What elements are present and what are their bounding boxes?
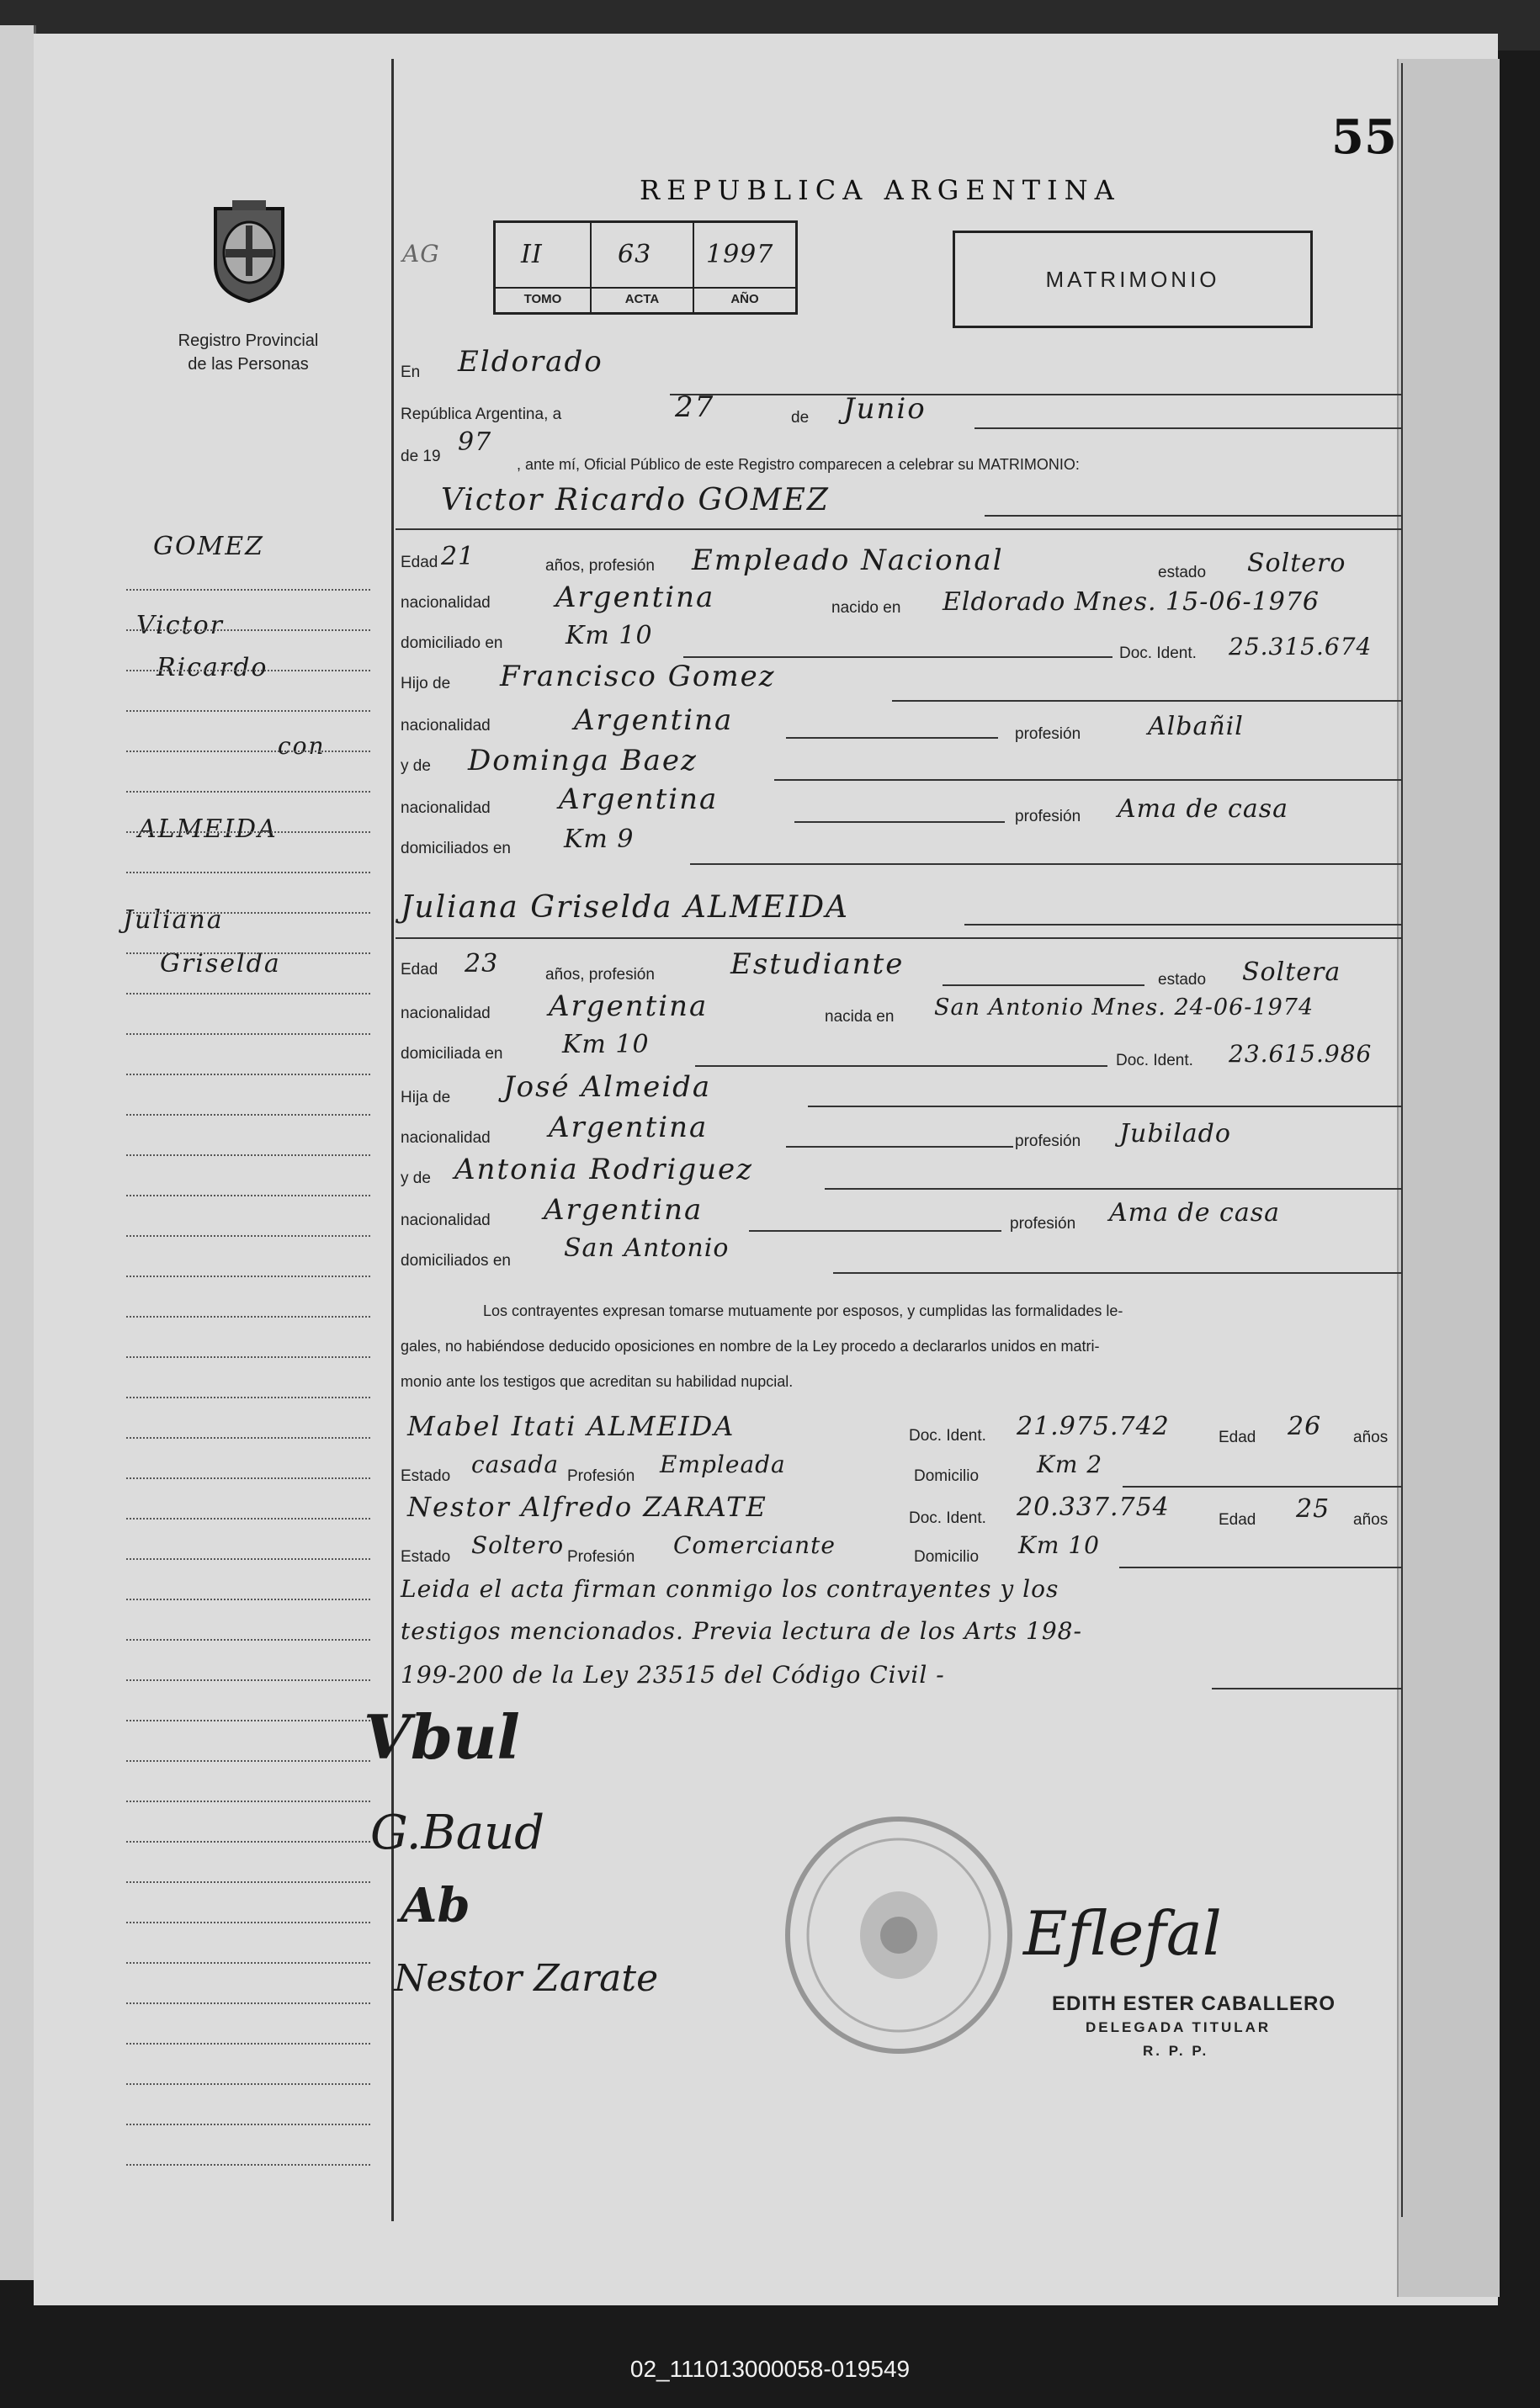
witness2-doc-label: Doc. Ident. — [909, 1509, 986, 1527]
rule — [786, 737, 998, 739]
groom-madre: Dominga Baez — [468, 744, 698, 777]
margin-dotted-line — [126, 1881, 370, 1883]
margin-given-2a: Juliana — [123, 905, 224, 935]
groom-estado-label: estado — [1158, 564, 1207, 581]
witness1-estado: casada — [471, 1451, 560, 1478]
groom-madre-prof-label: profesión — [1015, 808, 1081, 825]
margin-dotted-line — [126, 670, 370, 671]
signature-4-text: Nestor Zarate — [394, 1957, 659, 2000]
margin-dotted-line — [126, 589, 370, 591]
bride-profesion-label: años, profesión — [545, 966, 655, 984]
margin-dotted-line — [126, 2124, 370, 2125]
official-stamp-icon — [773, 1809, 1025, 2061]
groom-padre-prof-label: profesión — [1015, 725, 1081, 743]
margin-dotted-line — [126, 2043, 370, 2045]
margin-given-2b: Griselda — [160, 949, 281, 979]
bride-edad: 23 — [465, 949, 499, 979]
bride-domiciliada-label: domiciliada en — [401, 1045, 503, 1063]
rule — [825, 1188, 1402, 1190]
acta-label: ACTA — [624, 292, 660, 306]
signature-4 — [394, 1957, 658, 2000]
ano-label: AÑO — [730, 292, 759, 306]
bride-doc-label: Doc. Ident. — [1116, 1052, 1193, 1069]
officer-org: R. P. P. — [1143, 2043, 1209, 2059]
witness2-name: Nestor Alfredo ZARATE — [407, 1491, 767, 1523]
declaration-line-3: monio ante los testigos que acreditan su habilidad nupcial. — [401, 1373, 794, 1390]
margin-dotted-line — [126, 751, 370, 752]
witness2-doc: 20.337.754 — [1017, 1493, 1170, 1522]
witness1-doc-label: Doc. Ident. — [909, 1427, 986, 1445]
bride-padre-profesion: Jubilado — [1119, 1119, 1231, 1148]
witness1-prof-label: Profesión — [567, 1467, 635, 1485]
groom-edad: 21 — [441, 542, 475, 571]
margin-dotted-line — [126, 1154, 370, 1156]
groom-estado: Soltero — [1247, 549, 1346, 578]
acta-number-box — [493, 220, 798, 315]
year-value: 97 — [458, 427, 492, 457]
rule — [892, 700, 1402, 702]
margin-dotted-line — [126, 2164, 370, 2166]
witness2-domicilio: Km 10 — [1018, 1531, 1100, 1559]
page-number: 55 — [1331, 109, 1397, 165]
rule — [786, 1146, 1013, 1148]
groom-padre-nac-label: nacionalidad — [401, 717, 491, 735]
groom-madre-profesion: Ama de casa — [1118, 794, 1288, 824]
margin-rule — [391, 59, 394, 2221]
rule — [1123, 1486, 1402, 1488]
prefix-mark: AG — [402, 240, 440, 268]
tomo-label: TOMO — [523, 292, 562, 306]
signature-1-text: Vbul — [364, 1701, 520, 1773]
bride-nacida: San Antonio Mnes. 24-06-1974 — [934, 994, 1314, 1021]
year-prefix: de 19 — [401, 448, 441, 465]
groom-padres-domicilio: Km 9 — [564, 825, 635, 854]
groom-madre-nacionalidad: Argentina — [559, 782, 719, 816]
registry-line-2: de las Personas — [188, 355, 309, 374]
groom-nacido-label: nacido en — [831, 599, 901, 617]
margin-dotted-line — [126, 2002, 370, 2004]
country-title: REPUBLICA ARGENTINA — [640, 174, 1121, 206]
signature-3 — [401, 1878, 470, 1933]
intro-text: , ante mí, Oficial Público de este Registro comparecen a celebrar su MATRIMONIO: — [517, 456, 1080, 473]
groom-nacionalidad-label: nacionalidad — [401, 594, 491, 612]
margin-given-1a: Victor — [136, 611, 224, 640]
bride-domicilio: Km 10 — [562, 1030, 650, 1059]
margin-surname-2: ALMEIDA — [138, 814, 278, 844]
witness2-profesion: Comerciante — [673, 1531, 836, 1559]
witness2-estado: Soltero — [471, 1531, 565, 1559]
margin-dotted-line — [126, 1114, 370, 1116]
bride-madre-nacionalidad: Argentina — [544, 1193, 704, 1227]
bride-domiciliados-label: domiciliados en — [401, 1252, 511, 1270]
record-type-box — [953, 231, 1313, 328]
declaration-line-1: Los contrayentes expresan tomarse mutuamente por esposos, y cumplidas las formalidades le- — [483, 1302, 1123, 1319]
bride-madre-prof-label: profesión — [1010, 1215, 1076, 1233]
bride-nacionalidad-label: nacionalidad — [401, 1005, 491, 1022]
bride-hija-label: Hija de — [401, 1089, 451, 1106]
bride-name: Juliana Griselda ALMEIDA — [401, 890, 850, 925]
margin-dotted-line — [126, 1599, 370, 1600]
republica-label: República Argentina, a — [401, 406, 562, 423]
coat-of-arms-icon — [207, 199, 291, 305]
witness1-domicilio: Km 2 — [1037, 1451, 1103, 1478]
closing-line-3: 199-200 de la Ley 23515 del Código Civil - — [401, 1661, 945, 1689]
groom-domiciliado-label: domiciliado en — [401, 634, 503, 652]
groom-y-de-label: y de — [401, 757, 431, 775]
bride-padre-nac-label: nacionalidad — [401, 1129, 491, 1147]
right-rule — [1401, 63, 1403, 2217]
rule — [695, 1065, 1107, 1067]
margin-con: con — [278, 732, 326, 760]
bride-nacionalidad: Argentina — [549, 989, 709, 1023]
margin-dotted-line — [126, 1195, 370, 1196]
margin-dotted-line — [126, 1276, 370, 1277]
witness2-prof-label: Profesión — [567, 1548, 635, 1566]
witness1-domicilio-label: Domicilio — [914, 1467, 980, 1485]
groom-name: Victor Ricardo GOMEZ — [441, 483, 830, 517]
month-value: Junio — [843, 392, 927, 426]
book-edge — [0, 25, 36, 2280]
registry-line-1: Registro Provincial — [178, 331, 319, 350]
bride-madre: Antonia Rodriguez — [454, 1153, 754, 1186]
witness1-profesion: Empleada — [660, 1451, 786, 1478]
witness2-edad: 25 — [1296, 1494, 1330, 1524]
margin-dotted-line — [126, 1316, 370, 1318]
rule — [974, 427, 1402, 429]
bride-madre-profesion: Ama de casa — [1109, 1198, 1280, 1228]
margin-dotted-line — [126, 872, 370, 873]
groom-domiciliados-label: domiciliados en — [401, 840, 511, 857]
groom-nacido: Eldorado Mnes. 15-06-1976 — [943, 587, 1320, 617]
officer-signature: Eflefal — [1023, 1898, 1222, 1969]
en-label: En — [401, 363, 421, 381]
signature-2-text: G.Baud — [370, 1806, 544, 1860]
witness2-estado-label: Estado — [401, 1548, 451, 1566]
margin-dotted-line — [126, 1558, 370, 1560]
witness1-doc: 21.975.742 — [1017, 1412, 1170, 1441]
margin-dotted-line — [126, 791, 370, 793]
margin-dotted-line — [126, 1801, 370, 1802]
groom-madre-nac-label: nacionalidad — [401, 799, 491, 817]
groom-hijo-label: Hijo de — [401, 675, 451, 692]
margin-dotted-line — [126, 1841, 370, 1843]
groom-profesion: Empleado Nacional — [692, 544, 1004, 577]
officer-title: DELEGADA TITULAR — [1086, 2019, 1272, 2035]
rule — [670, 394, 1402, 395]
bride-profesion: Estudiante — [730, 947, 905, 981]
margin-dotted-line — [126, 629, 370, 631]
image-caption: 02_111013000058-019549 — [629, 2356, 911, 2382]
closing-line-2: testigos mencionados. Previa lectura de los Arts 198- — [401, 1617, 1082, 1645]
bride-nacida-label: nacida en — [825, 1008, 895, 1026]
bride-padre: José Almeida — [503, 1070, 712, 1104]
bride-edad-label: Edad — [401, 961, 438, 979]
bride-estado: Soltera — [1242, 957, 1341, 987]
rule — [964, 924, 1402, 926]
groom-edad-label: Edad — [401, 554, 438, 571]
margin-dotted-line — [126, 1033, 370, 1035]
witness1-edad-label: Edad — [1219, 1429, 1256, 1446]
en-value: Eldorado — [458, 345, 603, 379]
rule — [1212, 1688, 1402, 1689]
witness1-edad: 26 — [1288, 1412, 1322, 1441]
page-edge — [1397, 59, 1500, 2297]
rule — [985, 515, 1402, 517]
groom-padre-nacionalidad: Argentina — [574, 703, 734, 737]
groom-nacionalidad: Argentina — [555, 581, 715, 614]
margin-dotted-line — [126, 2083, 370, 2085]
margin-dotted-line — [126, 1760, 370, 1762]
witness1-anos-label: años — [1353, 1429, 1389, 1446]
witness2-edad-label: Edad — [1219, 1511, 1256, 1529]
officer-name: EDITH ESTER CABALLERO — [1052, 1992, 1336, 2015]
margin-dotted-line — [126, 1962, 370, 1964]
ano-value: 1997 — [706, 240, 774, 269]
margin-dotted-line — [126, 912, 370, 914]
groom-padre: Francisco Gomez — [500, 660, 776, 693]
bride-doc: 23.615.986 — [1229, 1040, 1373, 1068]
signature-1 — [364, 1701, 520, 1773]
tomo-value: II — [521, 240, 543, 269]
margin-dotted-line — [126, 1518, 370, 1520]
rule — [1119, 1567, 1402, 1568]
bride-padre-nacionalidad: Argentina — [549, 1111, 709, 1144]
groom-domicilio: Km 10 — [566, 621, 653, 650]
witness1-name: Mabel Itati ALMEIDA — [407, 1410, 735, 1442]
rule — [943, 984, 1144, 986]
margin-dotted-line — [126, 1639, 370, 1641]
margin-dotted-line — [126, 1356, 370, 1358]
margin-dotted-line — [126, 1922, 370, 1923]
bride-padre-prof-label: profesión — [1015, 1132, 1081, 1150]
margin-dotted-line — [126, 1679, 370, 1681]
margin-dotted-line — [126, 1437, 370, 1439]
bride-y-de-label: y de — [401, 1170, 431, 1187]
record-type: MATRIMONIO — [1045, 267, 1220, 292]
groom-doc-label: Doc. Ident. — [1119, 644, 1197, 662]
rule — [683, 656, 1113, 658]
margin-dotted-line — [126, 1074, 370, 1075]
margin-dotted-line — [126, 1477, 370, 1479]
rule — [774, 779, 1402, 781]
acta-value: 63 — [618, 240, 652, 269]
margin-dotted-line — [126, 952, 370, 954]
rule — [794, 821, 1005, 823]
margin-surname-1: GOMEZ — [153, 532, 265, 561]
de-label: de — [791, 409, 810, 427]
groom-padre-profesion: Albañil — [1148, 712, 1244, 741]
rule — [396, 937, 1402, 939]
closing-line-1: Leida el acta firman conmigo los contrayentes y los — [401, 1575, 1059, 1603]
margin-dotted-line — [126, 993, 370, 994]
witness2-anos-label: años — [1353, 1511, 1389, 1529]
margin-given-1b: Ricardo — [157, 653, 268, 682]
groom-doc: 25.315.674 — [1229, 633, 1373, 660]
rule — [690, 863, 1402, 865]
rule — [749, 1230, 1001, 1232]
margin-dotted-line — [126, 1397, 370, 1398]
rule — [396, 528, 1402, 530]
margin-dotted-line — [126, 1720, 370, 1721]
witness2-domicilio-label: Domicilio — [914, 1548, 980, 1566]
margin-dotted-line — [126, 1235, 370, 1237]
signature-3-text: Ab — [401, 1878, 470, 1933]
declaration-line-2: gales, no habiéndose deducido oposiciones en nombre de la Ley procedo a declararlos unidos en matri- — [401, 1338, 1100, 1355]
bride-padres-domicilio: San Antonio — [564, 1233, 730, 1263]
signature-2 — [370, 1806, 544, 1860]
groom-profesion-label: años, profesión — [545, 557, 655, 575]
document-page — [34, 34, 1498, 2305]
rule — [808, 1106, 1402, 1107]
margin-dotted-line — [126, 831, 370, 833]
bride-madre-nac-label: nacionalidad — [401, 1212, 491, 1229]
rule — [833, 1272, 1402, 1274]
bride-estado-label: estado — [1158, 971, 1207, 989]
witness1-estado-label: Estado — [401, 1467, 451, 1485]
margin-dotted-line — [126, 710, 370, 712]
day-value: 27 — [675, 390, 715, 424]
